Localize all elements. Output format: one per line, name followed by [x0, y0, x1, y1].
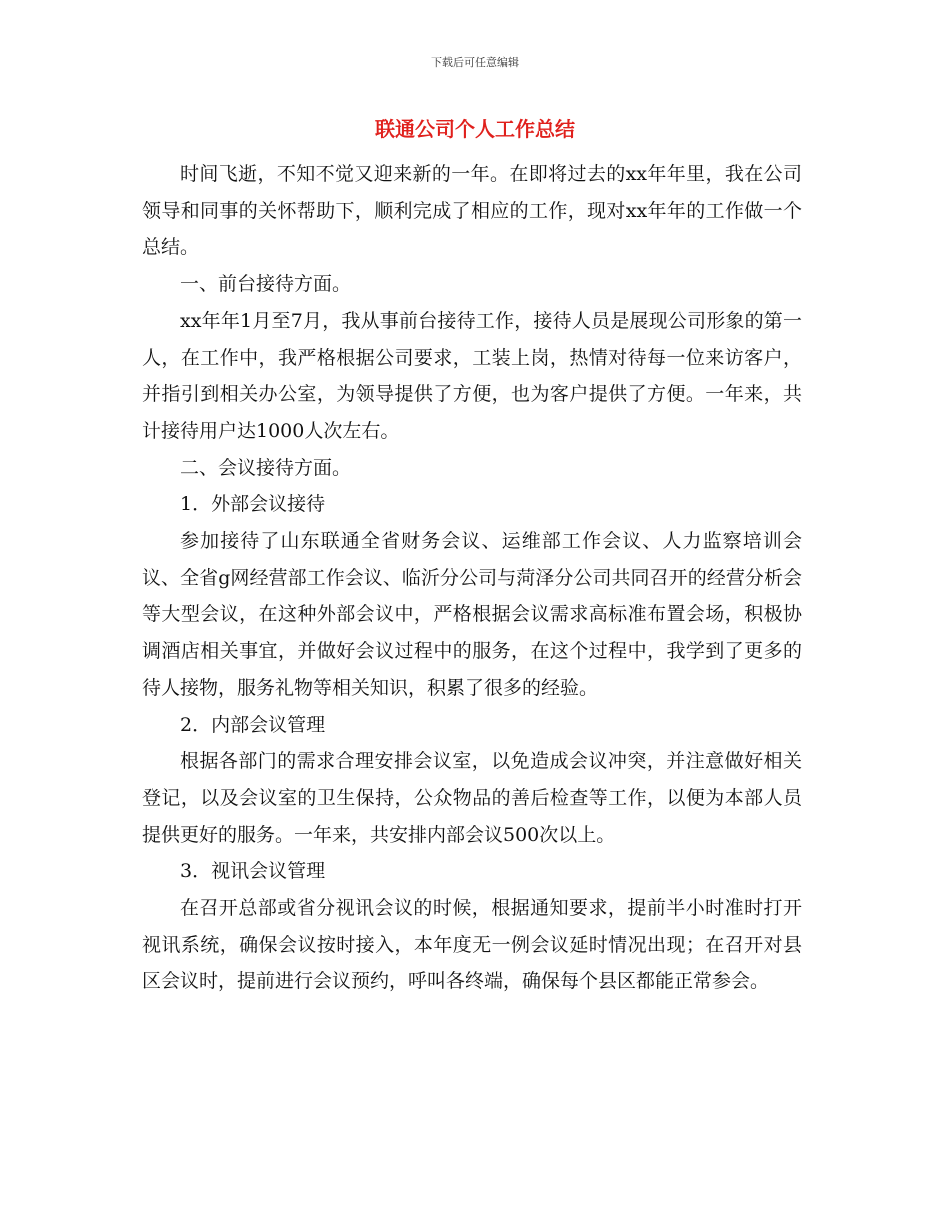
paragraph: 在召开总部或省分视讯会议的时候，根据通知要求，提前半小时准时打开视讯系统，确保会议按时接入，本年度无一例会议延时情况出现；在召开对县区会议时，提前进行会议预约，呼叫各终端，确保每个县区都能正常参会。	[142, 897, 802, 993]
paragraph: xx年年1月至7月，我从事前台接待工作，接待人员是展现公司形象的第一人，在工作中，我严格根据公司要求，工装上岗，热情对待每一位来访客户，并指引到相关办公室，为领导提供了方便，也为客户提供了方便。一年来，共计接待用户达1000人次左右。	[142, 309, 802, 442]
document-title: 联通公司个人工作总结	[375, 117, 575, 141]
document-body	[142, 156, 802, 1000]
section-heading: 一、前台接待方面。	[180, 273, 352, 296]
paragraph: 参加接待了山东联通全省财务会议、运维部工作会议、人力监察培训会议、全省g网经营部工作会议、临沂分公司与菏泽分公司共同召开的经营分析会等大型会议，在这种外部会议中，严格根据会议需求高标准布置会场，积极协调酒店相关事宜，并做好会议过程中的服务，在这个过程中，我学到了更多的待人接物，服务礼物等相关知识，积累了很多的经验。	[142, 530, 802, 699]
header-note: 下载后可任意编辑	[431, 56, 519, 69]
paragraph: 时间飞逝，不知不觉又迎来新的一年。在即将过去的xx年年里，我在公司领导和同事的关怀帮助下，顺利完成了相应的工作，现对xx年年的工作做一个总结。	[142, 163, 802, 259]
section-heading: 二、会议接待方面。	[180, 456, 352, 479]
subsection-heading: 3．视讯会议管理	[180, 860, 326, 883]
paragraph: 根据各部门的需求合理安排会议室，以免造成会议冲突，并注意做好相关登记，以及会议室的卫生保持，公众物品的善后检查等工作，以便为本部人员提供更好的服务。一年来，共安排内部会议500次以上。	[142, 750, 802, 846]
subsection-heading: 1．外部会议接待	[180, 493, 326, 516]
subsection-heading: 2．内部会议管理	[180, 713, 326, 736]
